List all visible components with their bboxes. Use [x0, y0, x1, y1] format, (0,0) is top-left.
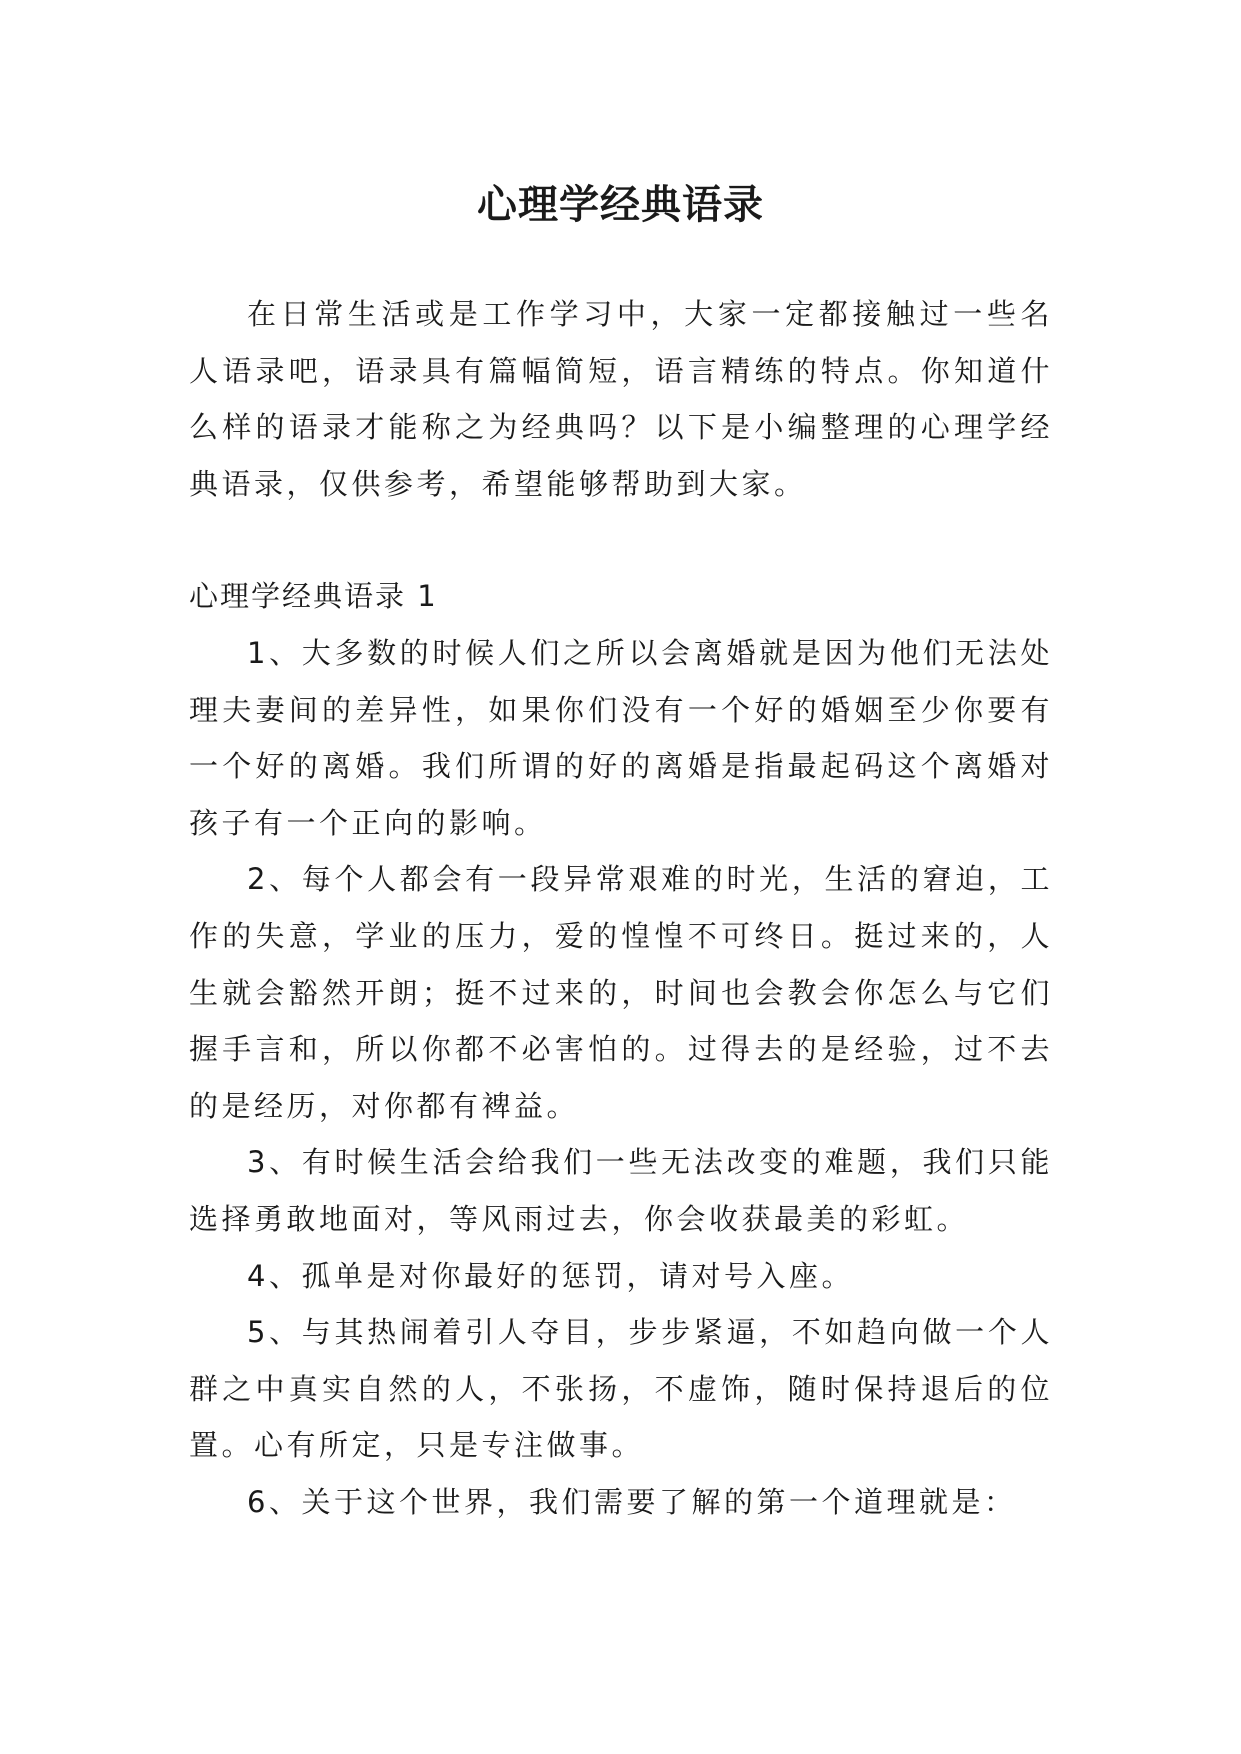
quote-item-4: 4、孤单是对你最好的惩罚，请对号入座。 [247, 1258, 854, 1293]
document-body [189, 286, 1053, 1530]
quote-item-6: 6、关于这个世界，我们需要了解的第一个道理就是： [247, 1484, 1017, 1519]
document-title: 心理学经典语录 [477, 180, 764, 228]
quote-item-3: 3、有时候生活会给我们一些无法改变的难题，我们只能选择勇敢地面对，等风雨过去，你会收获最美的彩虹。 [189, 1145, 1053, 1236]
quote-item-2: 2、每个人都会有一段异常艰难的时光，生活的窘迫，工作的失意，学业的压力，爱的惶惶不可终日。挺过来的，人生就会豁然开朗；挺不过来的，时间也会教会你怎么与它们握手言和，所以你都不必害怕的。过得去的是经验，过不去的是经历，对你都有裨益。 [189, 862, 1053, 1123]
quote-item-5: 5、与其热闹着引人夺目，步步紧逼，不如趋向做一个人群之中真实自然的人，不张扬，不虚饰，随时保持退后的位置。心有所定，只是专注做事。 [189, 1315, 1053, 1463]
quote-item-1: 1、大多数的时候人们之所以会离婚就是因为他们无法处理夫妻间的差异性，如果你们没有一个好的婚姻至少你要有一个好的离婚。我们所谓的好的离婚是指最起码这个离婚对孩子有一个正向的影响。 [189, 635, 1053, 840]
section-heading: 心理学经典语录 1 [189, 579, 438, 614]
intro-paragraph: 在日常生活或是工作学习中，大家一定都接触过一些名人语录吧，语录具有篇幅简短，语言精练的特点。你知道什么样的语录才能称之为经典吗？以下是小编整理的心理学经典语录，仅供参考，希望能够帮助到大家。 [189, 297, 1053, 501]
